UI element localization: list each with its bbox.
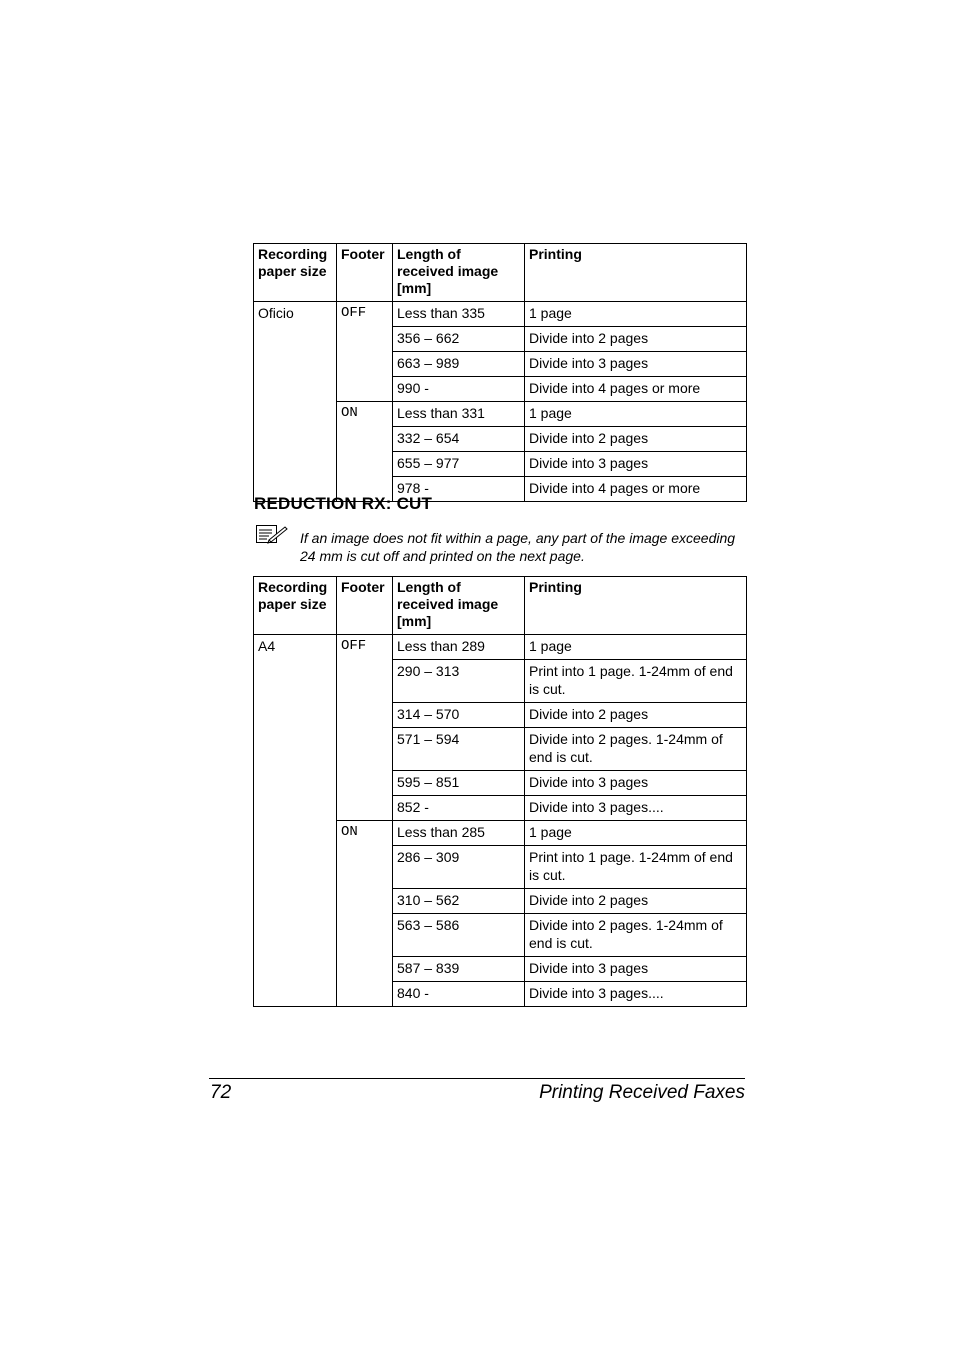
length-cell: 310 – 562 <box>393 889 525 914</box>
printing-cell: 1 page <box>525 635 747 660</box>
table-header-row <box>254 244 747 302</box>
length-cell: 595 – 851 <box>393 771 525 796</box>
length-cell: Less than 331 <box>393 402 525 427</box>
paper-size-cell: A4 <box>254 635 337 1007</box>
header-recording-paper-size: Recording paper size <box>254 244 337 302</box>
printing-cell: Divide into 4 pages or more <box>525 377 747 402</box>
length-cell: 852 - <box>393 796 525 821</box>
footer-cell: OFF <box>337 302 393 402</box>
length-cell: 990 - <box>393 377 525 402</box>
printing-cell: Divide into 2 pages <box>525 427 747 452</box>
length-cell: 563 – 586 <box>393 914 525 957</box>
length-cell: Less than 285 <box>393 821 525 846</box>
footer-cell: ON <box>337 402 393 502</box>
length-cell: Less than 335 <box>393 302 525 327</box>
length-cell: 655 – 977 <box>393 452 525 477</box>
a4-reduction-cut-table <box>253 576 747 1007</box>
table-header-row <box>254 577 747 635</box>
printing-cell: Divide into 3 pages.... <box>525 982 747 1007</box>
footer-rule <box>209 1078 745 1079</box>
table-row <box>254 635 747 660</box>
length-cell: 978 - <box>393 477 525 502</box>
printing-cell: 1 page <box>525 302 747 327</box>
header-footer: Footer <box>337 244 393 302</box>
footer-chapter-title: Printing Received Faxes <box>539 1082 745 1103</box>
printing-cell: Print into 1 page. 1-24mm of end is cut. <box>525 660 747 703</box>
header-footer: Footer <box>337 577 393 635</box>
header-length: Length of received image [mm] <box>393 577 525 635</box>
footer-cell: ON <box>337 821 393 1007</box>
printing-cell: Print into 1 page. 1-24mm of end is cut. <box>525 846 747 889</box>
page-number: 72 <box>210 1082 232 1103</box>
oficio-reduction-table <box>253 243 747 502</box>
footer-cell: OFF <box>337 635 393 821</box>
printing-cell: Divide into 2 pages. 1-24mm of end is cut. <box>525 914 747 957</box>
length-cell: 571 – 594 <box>393 728 525 771</box>
length-cell: 840 - <box>393 982 525 1007</box>
printing-cell: Divide into 3 pages <box>525 352 747 377</box>
printing-cell: Divide into 3 pages <box>525 452 747 477</box>
printing-cell: Divide into 4 pages or more <box>525 477 747 502</box>
length-cell: 587 – 839 <box>393 957 525 982</box>
note-pad-pencil-icon <box>255 523 289 545</box>
length-cell: 286 – 309 <box>393 846 525 889</box>
length-cell: Less than 289 <box>393 635 525 660</box>
printing-cell: 1 page <box>525 402 747 427</box>
note-text: If an image does not fit within a page, any part of the image exceeding 24 mm is cut off and printed on the next page. <box>300 530 736 564</box>
length-cell: 332 – 654 <box>393 427 525 452</box>
printing-cell: Divide into 3 pages.... <box>525 796 747 821</box>
length-cell: 290 – 313 <box>393 660 525 703</box>
section-heading: REDUCTION RX: CUT <box>254 494 433 513</box>
paper-size-cell: Oficio <box>254 302 337 502</box>
printing-cell: Divide into 2 pages. 1-24mm of end is cut. <box>525 728 747 771</box>
printing-cell: 1 page <box>525 821 747 846</box>
header-printing: Printing <box>525 577 747 635</box>
header-length: Length of received image [mm] <box>393 244 525 302</box>
length-cell: 663 – 989 <box>393 352 525 377</box>
printing-cell: Divide into 3 pages <box>525 957 747 982</box>
header-recording-paper-size: Recording paper size <box>254 577 337 635</box>
length-cell: 356 – 662 <box>393 327 525 352</box>
length-cell: 314 – 570 <box>393 703 525 728</box>
printing-cell: Divide into 2 pages <box>525 889 747 914</box>
printing-cell: Divide into 3 pages <box>525 771 747 796</box>
table-row <box>254 302 747 327</box>
header-printing: Printing <box>525 244 747 302</box>
printing-cell: Divide into 2 pages <box>525 327 747 352</box>
printing-cell: Divide into 2 pages <box>525 703 747 728</box>
